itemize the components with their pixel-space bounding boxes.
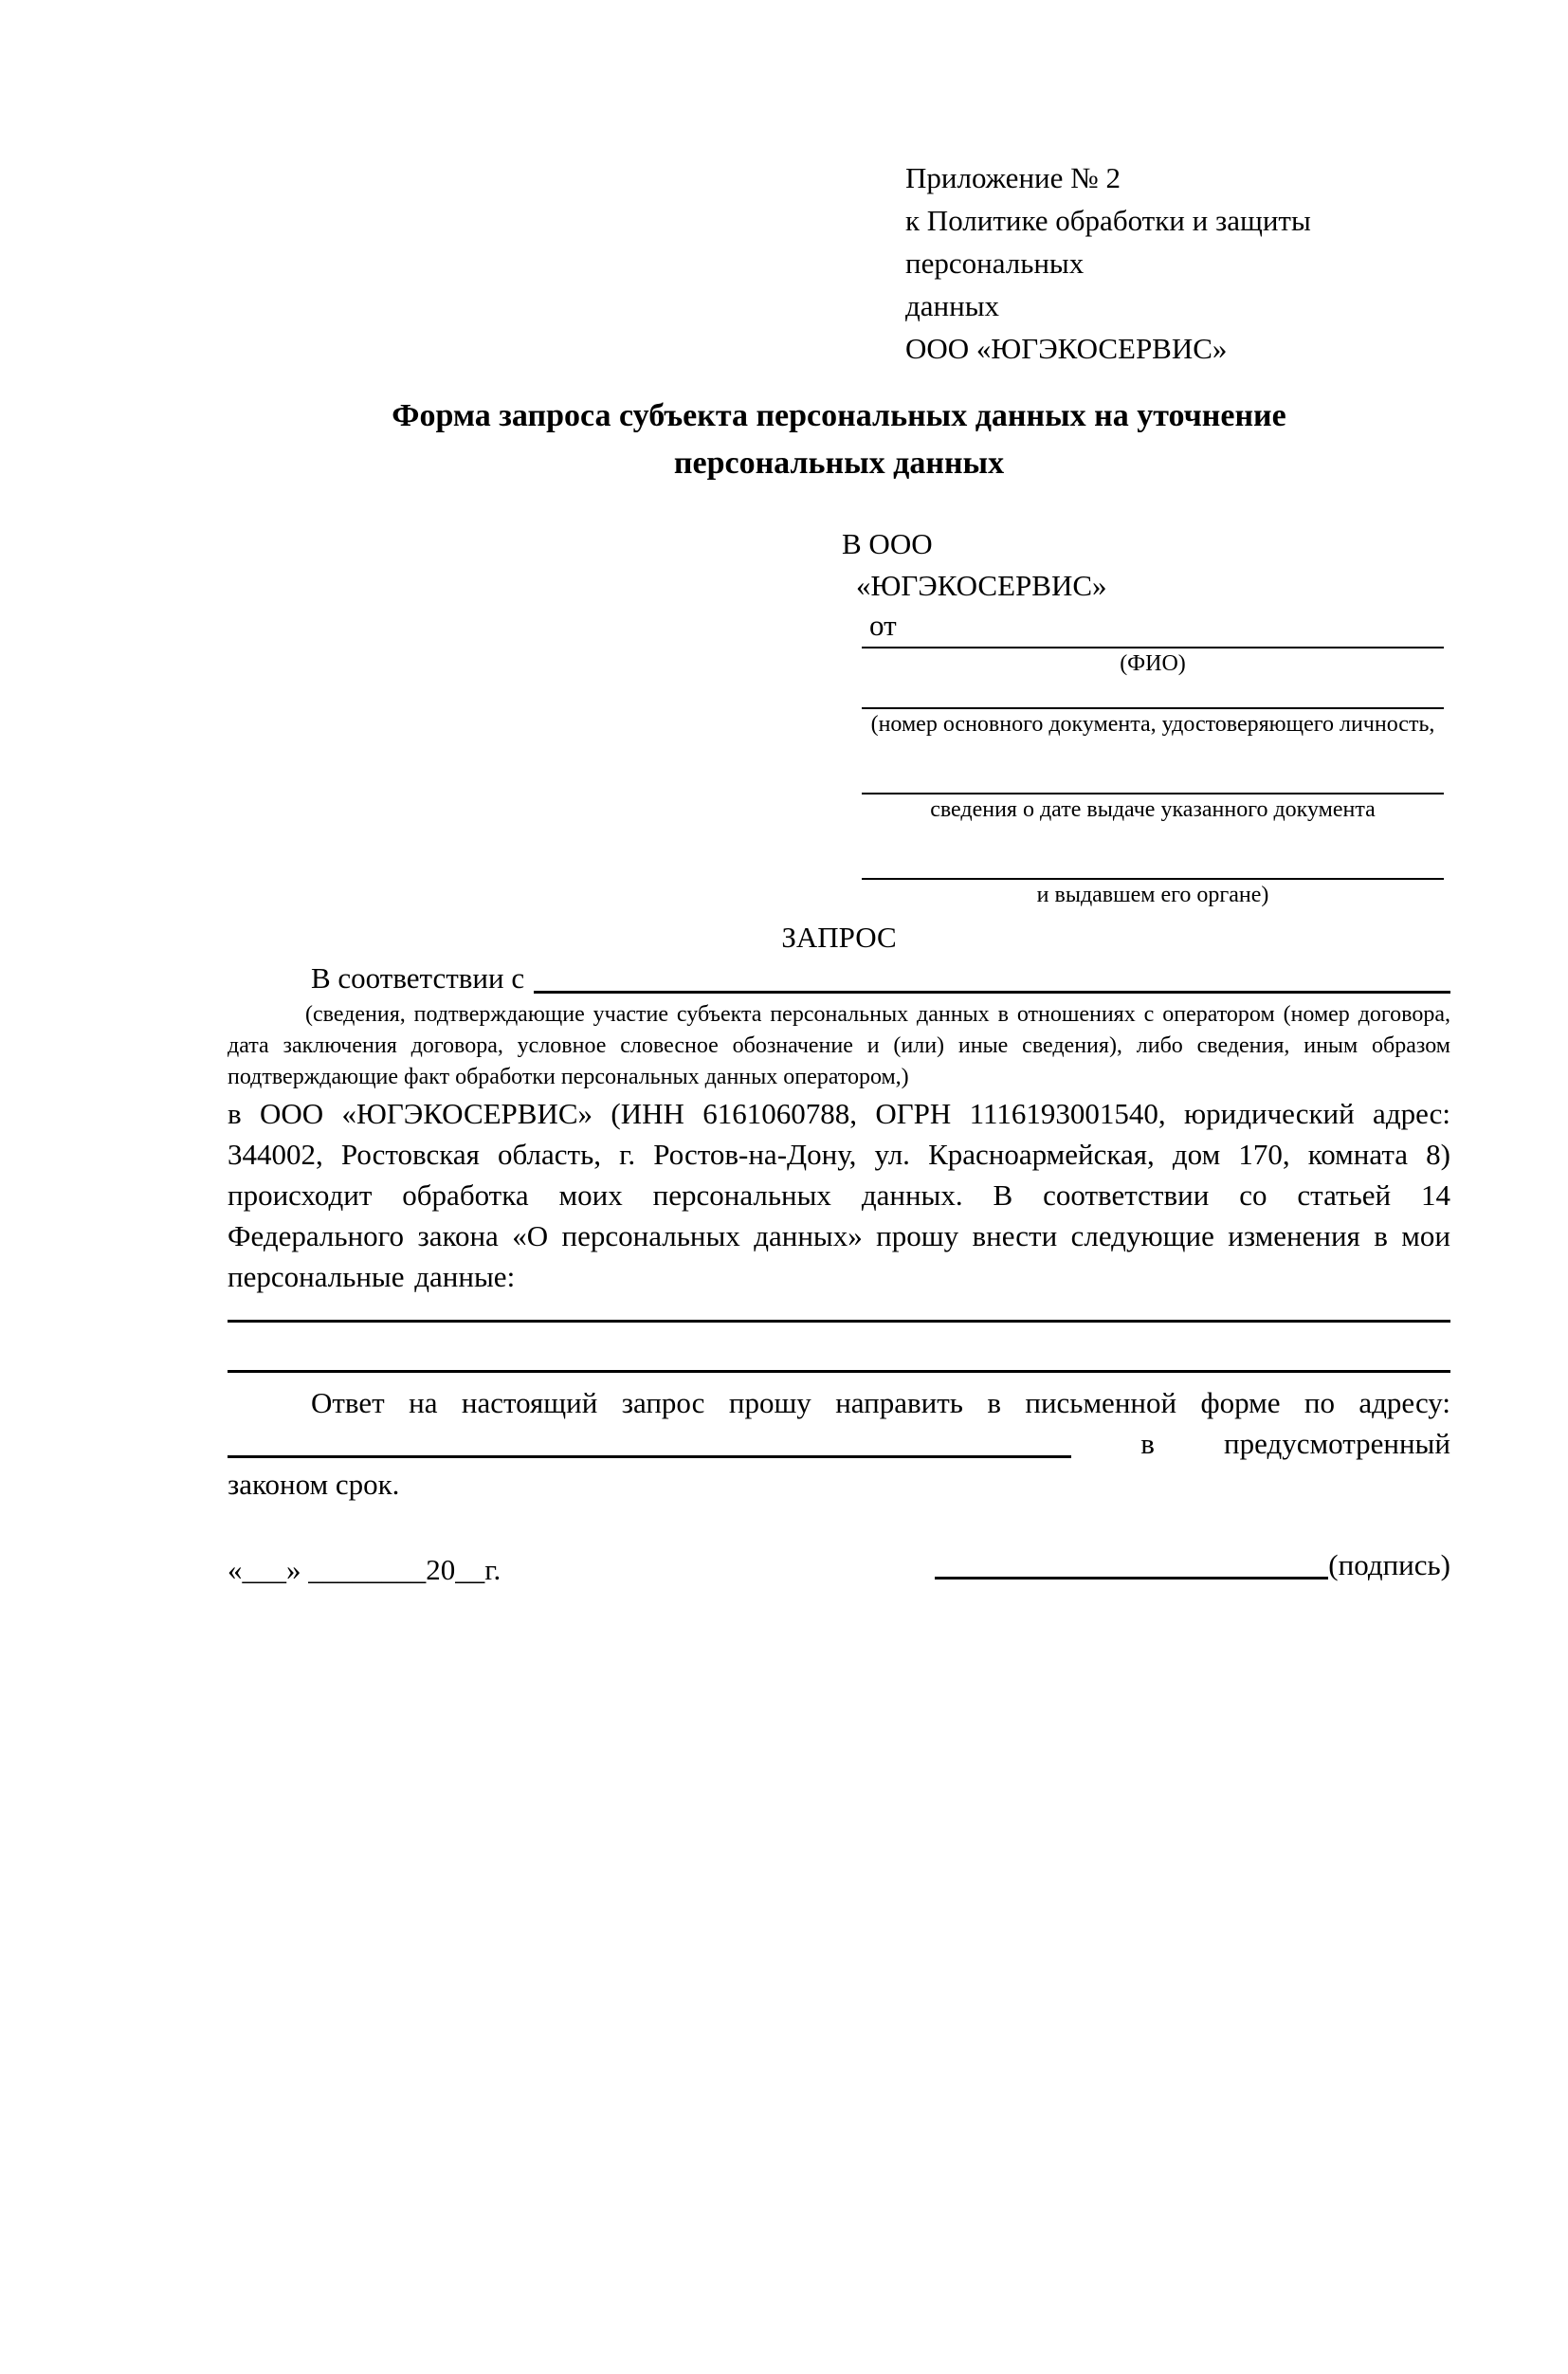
basis-caption: (сведения, подтверждающие участие субъекта персональных данных в отношениях с оператором (номер договора, дата заключения договора, условное словесное обозначение и (или) иные сведения), либо сведения, иным образом подтверждающие факт обработки персональных данных оператором,)	[228, 1002, 1450, 1089]
header-note	[905, 156, 1450, 370]
issue-date-blank-line	[862, 740, 1444, 794]
footer-row	[228, 1544, 1450, 1591]
doc-number-blank-line	[862, 679, 1444, 709]
issuing-authority-caption: и выдавшем его органе)	[1036, 883, 1269, 907]
issuing-authority-blank-line	[862, 825, 1444, 880]
response-tail-word-1: в	[1140, 1427, 1155, 1460]
doc-number-caption: (номер основного документа, удостоверяющего личность,	[870, 712, 1435, 737]
signature-caption: (подпись)	[1328, 1548, 1450, 1581]
issuing-authority-field	[862, 825, 1444, 910]
response-paragraph-line2	[228, 1423, 1450, 1464]
response-paragraph-line3: законом срок.	[228, 1468, 400, 1501]
personal-data-blank-line	[228, 1323, 1450, 1373]
request-heading: ЗАПРОС	[781, 921, 897, 954]
issue-date-caption: сведения о дате выдаче указанного документа	[930, 797, 1376, 822]
response-paragraph-line1: Ответ на настоящий запрос прошу направить в письменной форме по адресу:	[311, 1386, 1450, 1419]
header-note-line: ООО «ЮГЭКОСЕРВИС»	[905, 332, 1228, 365]
personal-data-blank-line	[228, 1297, 1450, 1323]
basis-blank-line	[534, 991, 1450, 994]
fio-caption: (ФИО)	[1120, 651, 1186, 676]
signature-block	[935, 1544, 1450, 1586]
addressee-from-line: от	[869, 609, 897, 642]
response-tail-word-2: предусмотренный	[1224, 1427, 1450, 1460]
page	[0, 156, 1568, 2374]
header-note-line: к Политике обработки и защиты персональных	[905, 204, 1311, 280]
date-placeholder: «___» ________20__г.	[228, 1553, 501, 1586]
addressee-block	[842, 523, 1449, 910]
signature-blank-line	[935, 1577, 1328, 1580]
fio-field	[862, 645, 1444, 679]
request-body-paragraph: в ООО «ЮГЭКОСЕРВИС» (ИНН 6161060788, ОГРН 1116193001540, юридический адрес: 344002, Ростовская область, г. Ростов-на-Дону, ул. Красноармейская, дом 170, комната 8) происходит обработка моих персональных данных. В соответствии со статьей 14 Федерального закона «О персональных данных» прошу внести следующие изменения в мои персональные данные:	[228, 1097, 1450, 1293]
address-blank-line	[228, 1455, 1071, 1458]
document-title: Форма запроса субъекта персональных данных на уточнение персональных данных	[392, 398, 1286, 481]
basis-prefix: В соответствии с	[311, 961, 525, 995]
addressee-org-line: «ЮГЭКОСЕРВИС»	[856, 569, 1107, 602]
doc-number-field	[862, 679, 1444, 740]
basis-row	[228, 958, 1450, 999]
header-note-line: Приложение № 2	[905, 161, 1121, 194]
issue-date-field	[862, 740, 1444, 825]
header-note-line: данных	[905, 289, 1000, 322]
addressee-to-line: В ООО	[842, 527, 933, 560]
